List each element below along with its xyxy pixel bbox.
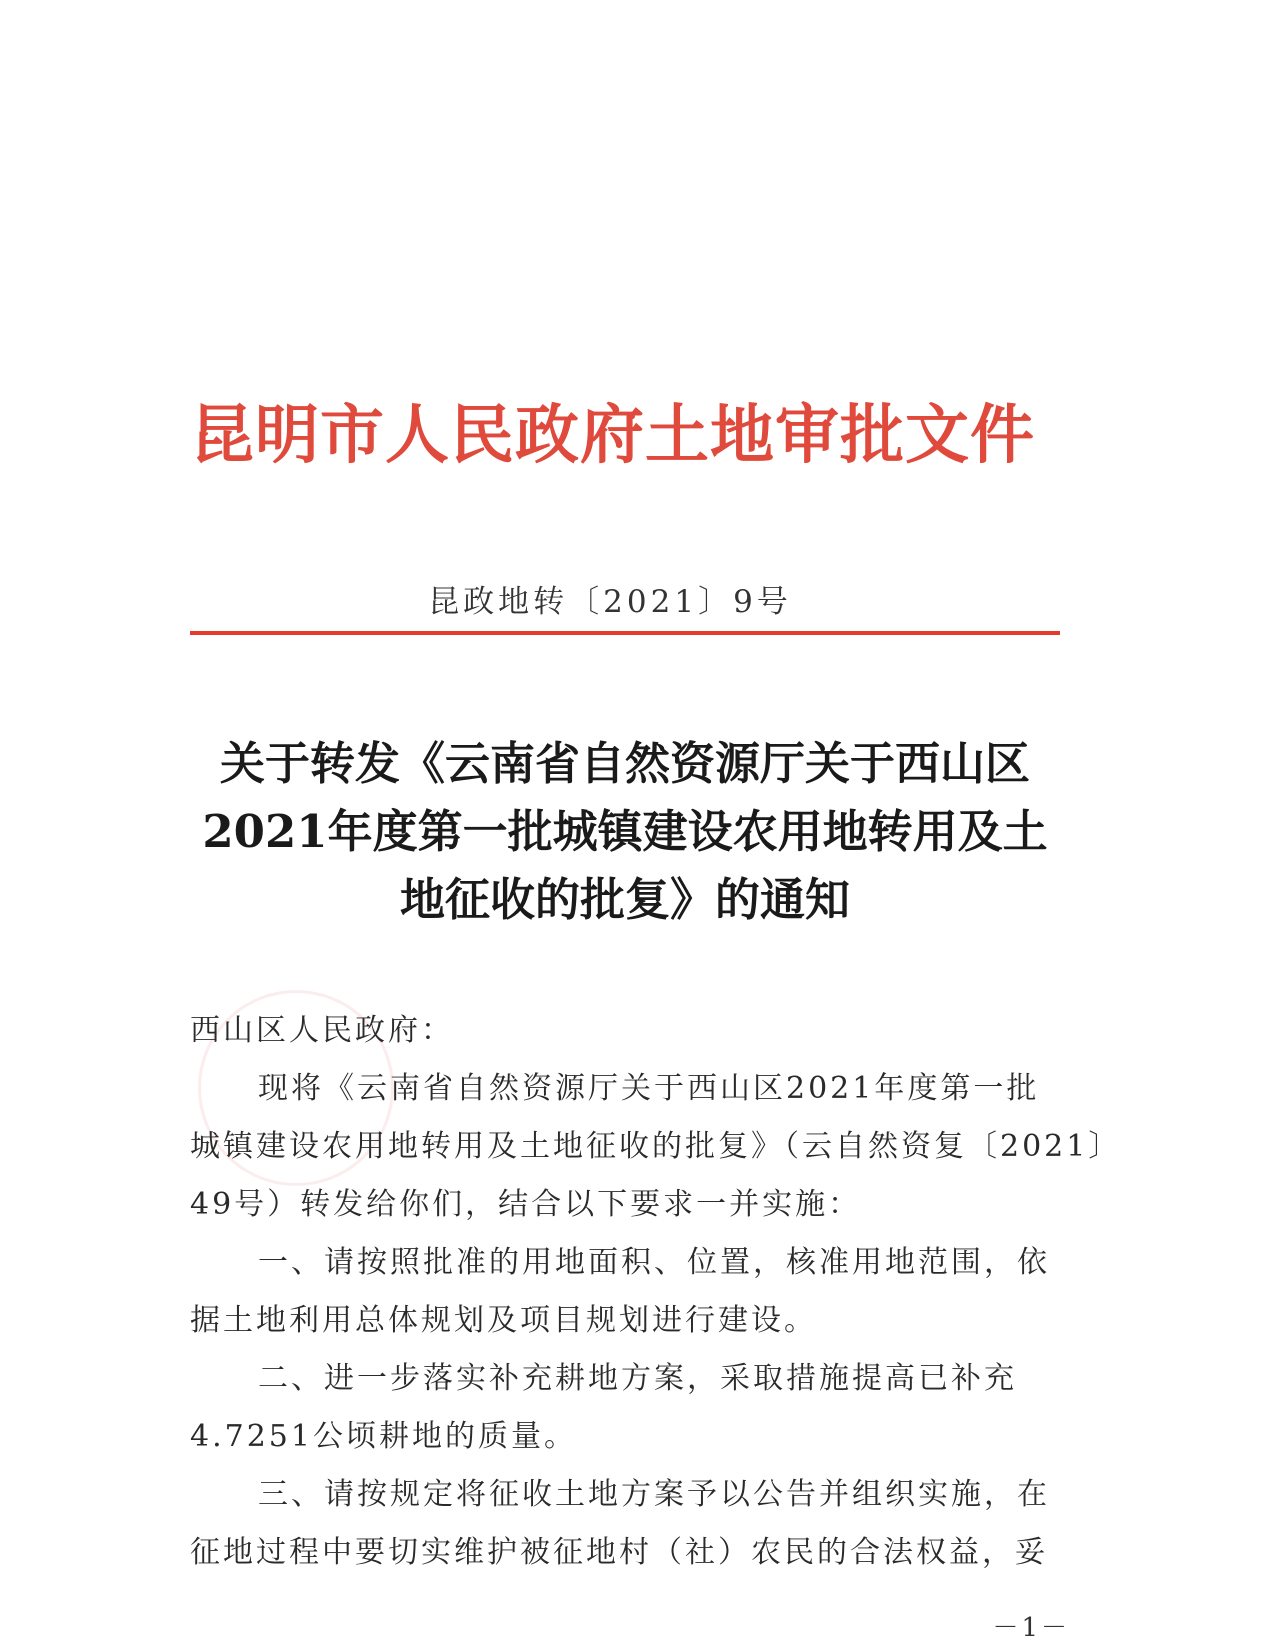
salutation: 西山区人民政府： <box>190 1013 454 1048</box>
document-number: 昆政地转〔2021〕9号 <box>428 584 792 620</box>
title-line-2: 2021年度第一批城镇建设农用地转用及土 <box>202 805 1048 858</box>
body-line: 三、请按规定将征收土地方案予以公告并组织实施，在 <box>258 1477 1050 1512</box>
red-divider-line <box>190 631 1060 635</box>
body-line: 城镇建设农用地转用及土地征收的批复》（云自然资复〔2021〕 <box>190 1129 1122 1164</box>
body-line: 据土地利用总体规划及项目规划进行建设。 <box>190 1303 817 1338</box>
body-line: 49号）转发给你们，结合以下要求一并实施： <box>190 1187 862 1222</box>
body-line: 一、请按照批准的用地面积、位置，核准用地范围，依 <box>258 1245 1050 1280</box>
title-line-3: 地征收的批复》的通知 <box>399 873 850 926</box>
body-line: 4.7251公顷耕地的质量。 <box>190 1419 577 1454</box>
body-line: 二、进一步落实补充耕地方案，采取措施提高已补充 <box>258 1361 1017 1396</box>
document-body <box>190 1002 1122 1582</box>
document-title <box>190 730 1060 934</box>
document-masthead: 昆明市人民政府土地审批文件 <box>190 398 1035 473</box>
title-line-1: 关于转发《云南省自然资源厅关于西山区 <box>219 737 1030 790</box>
page-number: －1－ <box>992 1613 1070 1643</box>
body-line: 征地过程中要切实维护被征地村（社）农民的合法权益，妥 <box>190 1535 1048 1570</box>
body-line: 现将《云南省自然资源厅关于西山区2021年度第一批 <box>258 1071 1040 1106</box>
